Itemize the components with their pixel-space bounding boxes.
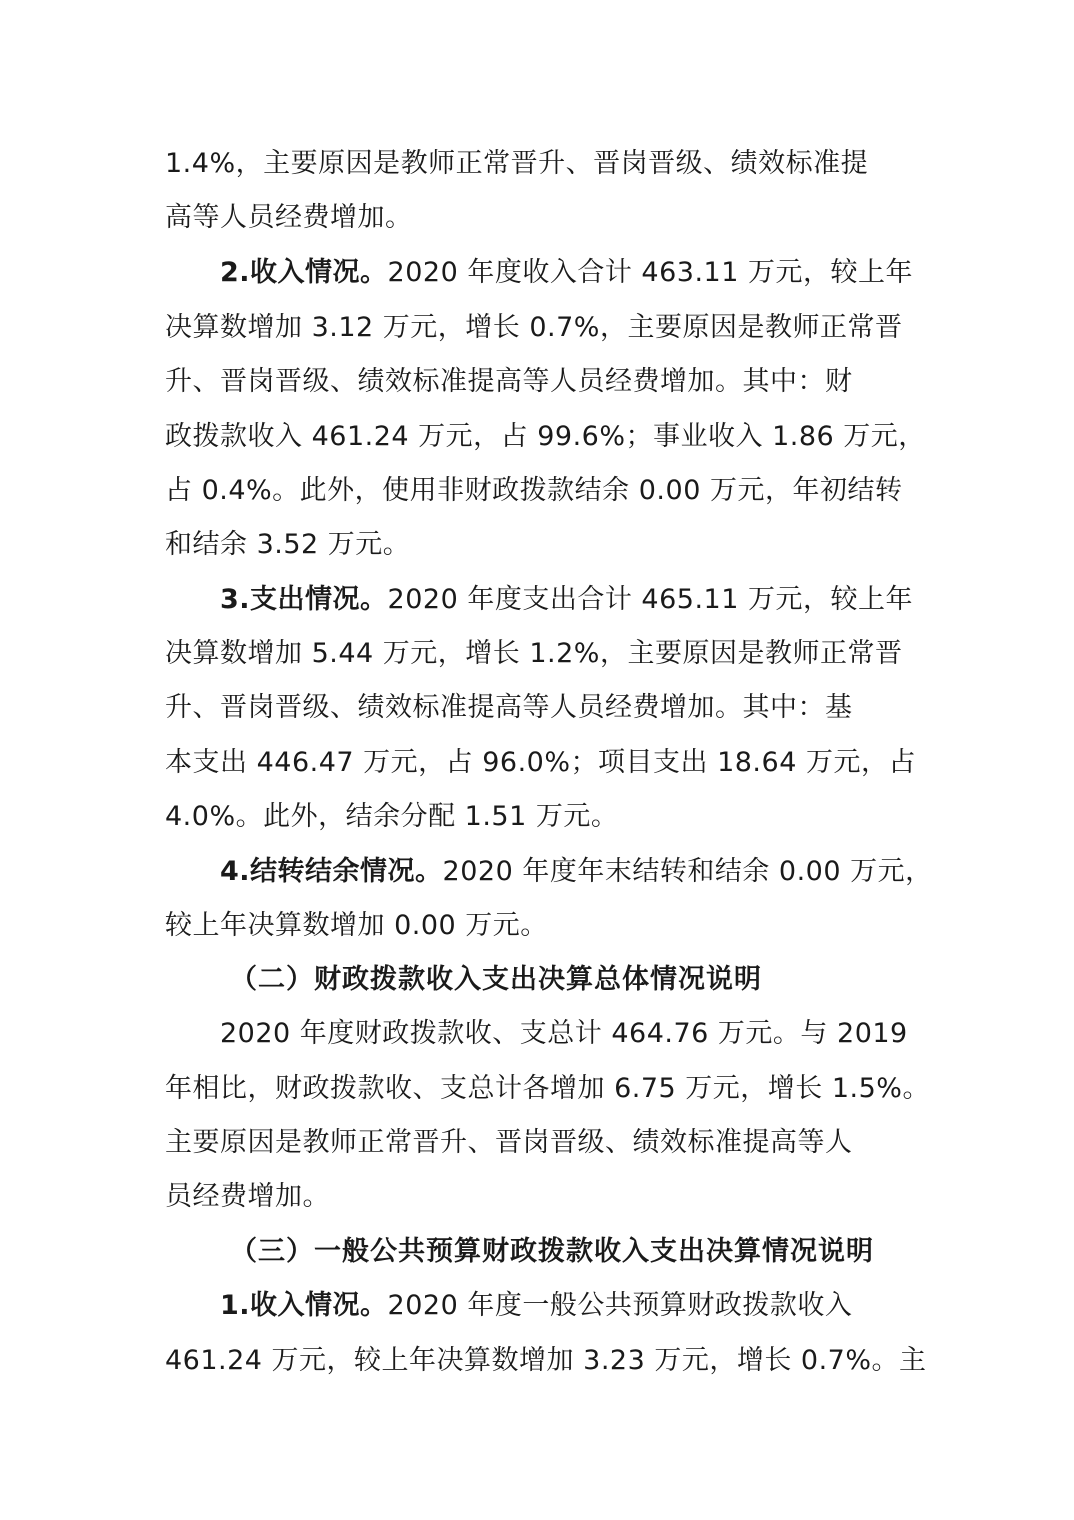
paragraph-3-line-1 [220,580,913,620]
paragraph-2-line-5: 占 0.4%。此外，使用非财政拨款结余 0.00 万元，年初结转 [165,475,903,506]
paragraph-3-line-2: 决算数增加 5.44 万元，增长 1.2%，主要原因是教师正常晋 [165,638,903,669]
paragraph-1-line-2: 高等人员经费增加。 [165,202,413,233]
paragraph-3-line-5: 4.0%。此外，结余分配 1.51 万元。 [165,801,619,832]
paragraph-4-first-rest: 2020 年度年末结转和结余 0.00 万元， [442,856,933,887]
paragraph-3-line-4: 本支出 446.47 万元，占 96.0%；项目支出 18.64 万元，占 [165,747,916,778]
paragraph-5-line-3: 主要原因是教师正常晋升、晋岗晋级、绩效标准提高等人 [165,1127,853,1158]
paragraph-3-lead: 3.支出情况。 [220,584,388,615]
section-heading-3: （三）一般公共预算财政拨款收入支出决算情况说明 [230,1236,874,1267]
paragraph-3-first-rest: 2020 年度支出合计 465.11 万元，较上年 [387,584,913,615]
paragraph-4-line-1 [220,852,933,892]
paragraph-2-line-3: 升、晋岗晋级、绩效标准提高等人员经费增加。其中：财 [165,366,853,397]
paragraph-6-first-rest: 2020 年度一般公共预算财政拨款收入 [387,1290,853,1321]
section-heading-2: （二）财政拨款收入支出决算总体情况说明 [230,964,762,995]
paragraph-6-lead: 1.收入情况。 [220,1290,388,1321]
paragraph-3-line-3: 升、晋岗晋级、绩效标准提高等人员经费增加。其中：基 [165,692,853,723]
paragraph-2-first-rest: 2020 年度收入合计 463.11 万元，较上年 [387,257,913,288]
paragraph-4-lead: 4.结转结余情况。 [220,856,443,887]
paragraph-2-line-4: 政拨款收入 461.24 万元，占 99.6%；事业收入 1.86 万元， [165,421,926,452]
paragraph-6-line-1 [220,1286,852,1326]
paragraph-6-line-2: 461.24 万元，较上年决算数增加 3.23 万元，增长 0.7%。主 [165,1345,927,1376]
paragraph-1-line-1: 1.4%，主要原因是教师正常晋升、晋岗晋级、绩效标准提 [165,148,869,179]
paragraph-5-line-2: 年相比，财政拨款收、支总计各增加 6.75 万元，增长 1.5%。 [165,1073,930,1104]
paragraph-2-line-1 [220,253,913,293]
paragraph-5-line-4: 员经费增加。 [165,1181,330,1212]
paragraph-2-lead: 2.收入情况。 [220,257,388,288]
paragraph-4-line-2: 较上年决算数增加 0.00 万元。 [165,910,548,941]
paragraph-2-line-2: 决算数增加 3.12 万元，增长 0.7%，主要原因是教师正常晋 [165,312,903,343]
paragraph-5-line-1: 2020 年度财政拨款收、支总计 464.76 万元。与 2019 [220,1018,908,1049]
paragraph-2-line-6: 和结余 3.52 万元。 [165,529,411,560]
